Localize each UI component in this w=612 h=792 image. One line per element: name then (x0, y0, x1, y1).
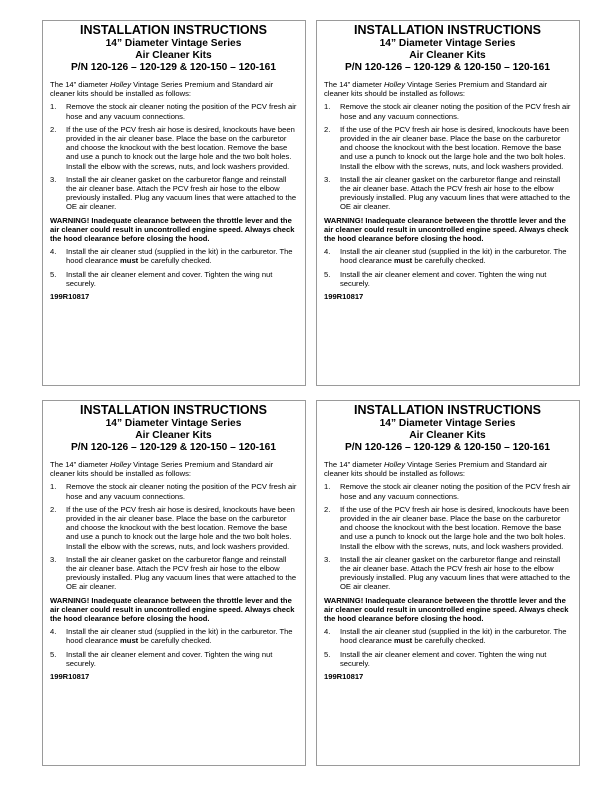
step-text (340, 247, 571, 265)
step-item (50, 175, 297, 212)
brand-name: Holley (383, 460, 406, 469)
step-item (50, 650, 297, 668)
card-subtitle: 14” Diameter Vintage Series (379, 38, 516, 49)
step-text-emphasis: must (394, 636, 413, 646)
intro-prefix: The 14” diameter (50, 80, 110, 89)
step-text-pre: Install the air cleaner stud (supplied in the kit) in the carburetor. The hood clearance (66, 247, 293, 266)
step-text-emphasis: must (394, 256, 413, 266)
step-number: 3. (324, 554, 331, 564)
steps-list-2 (50, 627, 297, 668)
brand-name: Holley (383, 80, 406, 89)
steps-list (324, 102, 571, 211)
step-item (50, 125, 297, 171)
intro-prefix: The 14” diameter (50, 460, 110, 469)
step-text: Install the air cleaner gasket on the carburetor flange and reinstall the air cleaner base. Attach the PCV fresh air hose to the elbow previously installed. Plug any vacuum lines that were attached to the OE air cleaner. (340, 174, 571, 212)
intro-suffix: Vintage Series Premium and Standard air cleaner kits should be installed as follows: (50, 460, 274, 479)
part-numbers: P/N 120-126 – 120-129 & 120-150 – 120-161 (70, 442, 277, 453)
part-numbers: P/N 120-126 – 120-129 & 120-150 – 120-161 (344, 442, 551, 453)
step-number: 2. (50, 124, 57, 134)
card-title: INSTALLATION INSTRUCTIONS (79, 23, 268, 37)
document-code: 199R10817 (50, 672, 90, 682)
step-text: Remove the stock air cleaner noting the position of the PCV fresh air hose and any vacuum connections. (340, 482, 571, 501)
step-text-post: be carefully checked. (412, 636, 486, 646)
card-title: INSTALLATION INSTRUCTIONS (353, 23, 542, 37)
intro-text (324, 460, 571, 478)
intro-text (324, 80, 571, 98)
step-text-post: be carefully checked. (138, 636, 212, 646)
instruction-card (316, 20, 580, 386)
step-text: Install the air cleaner element and cover. Tighten the wing nut securely. (66, 269, 273, 288)
card-subtitle-2: Air Cleaner Kits (409, 50, 486, 61)
step-item (324, 482, 571, 500)
steps-list-2 (324, 627, 571, 668)
step-text-post: be carefully checked. (138, 256, 212, 266)
step-number: 1. (50, 482, 57, 492)
warning-text: WARNING! Inadequate clearance between the throttle lever and the air cleaner could result in uncontrolled engine speed. Always check the hood clearance before closing the hood. (324, 595, 569, 624)
step-number: 4. (50, 247, 57, 257)
step-text: Remove the stock air cleaner noting the position of the PCV fresh air hose and any vacuum connections. (66, 482, 297, 501)
step-item (50, 102, 297, 120)
step-number: 1. (324, 482, 331, 492)
step-text (66, 247, 297, 265)
step-item (324, 102, 571, 120)
steps-list (324, 482, 571, 591)
step-text: Remove the stock air cleaner noting the position of the PCV fresh air hose and any vacuum connections. (66, 102, 297, 121)
step-item (324, 175, 571, 212)
step-number: 5. (324, 649, 331, 659)
instruction-card (42, 400, 306, 766)
document-code: 199R10817 (324, 672, 364, 682)
step-item (324, 505, 571, 551)
step-number: 2. (50, 504, 57, 514)
step-text: If the use of the PCV fresh air hose is desired, knockouts have been provided in the air cleaner base. Place the base on the carburetor and choose the knockout with the best location. Remove the base and use a punch to knock out the large hole and the two bolt holes. Install the elbow with the screws, nuts, and lock washers provided. (66, 504, 295, 551)
step-item (324, 270, 571, 288)
step-number: 5. (324, 269, 331, 279)
step-text: Install the air cleaner element and cover. Tighten the wing nut securely. (340, 269, 547, 288)
step-text: If the use of the PCV fresh air hose is desired, knockouts have been provided in the air cleaner base. Place the base on the carburetor and choose the knockout with the best location. Remove the base and use a punch to knock out the large hole and the two bolt holes. Install the elbow with the screws, nuts, and lock washers provided. (340, 504, 569, 551)
instruction-card (316, 400, 580, 766)
step-text (66, 627, 297, 645)
card-subtitle-2: Air Cleaner Kits (409, 430, 486, 441)
card-subtitle: 14” Diameter Vintage Series (379, 418, 516, 429)
step-item (324, 555, 571, 592)
step-number: 4. (324, 247, 331, 257)
card-subtitle: 14” Diameter Vintage Series (105, 418, 242, 429)
step-text: Install the air cleaner gasket on the carburetor flange and reinstall the air cleaner base. Attach the PCV fresh air hose to the elbow previously installed. Plug any vacuum lines that were attached to the OE air cleaner. (340, 554, 571, 592)
steps-list (50, 482, 297, 591)
step-number: 5. (50, 649, 57, 659)
step-text-pre: Install the air cleaner stud (supplied in the kit) in the carburetor. The hood clearance (66, 627, 293, 646)
step-item (50, 505, 297, 551)
step-item (50, 482, 297, 500)
step-text: Install the air cleaner element and cover. Tighten the wing nut securely. (340, 649, 547, 668)
step-text (340, 627, 571, 645)
step-number: 1. (50, 102, 57, 112)
step-text: If the use of the PCV fresh air hose is desired, knockouts have been provided in the air cleaner base. Place the base on the carburetor and choose the knockout with the best location. Remove the base and use a punch to knock out the large hole and the two bolt holes. Install the elbow with the screws, nuts, and lock washers provided. (66, 124, 295, 171)
part-numbers: P/N 120-126 – 120-129 & 120-150 – 120-161 (70, 62, 277, 73)
step-text: Install the air cleaner gasket on the carburetor flange and reinstall the air cleaner base. Attach the PCV fresh air hose to the elbow previously installed. Plug any vacuum lines that were attached to the OE air cleaner. (66, 554, 297, 592)
step-text-pre: Install the air cleaner stud (supplied in the kit) in the carburetor. The hood clearance (340, 247, 567, 266)
step-item (324, 650, 571, 668)
intro-prefix: The 14” diameter (324, 80, 384, 89)
intro-suffix: Vintage Series Premium and Standard air cleaner kits should be installed as follows: (324, 460, 548, 479)
step-number: 3. (50, 174, 57, 184)
step-number: 4. (324, 627, 331, 637)
step-item (324, 627, 571, 645)
step-item (50, 627, 297, 645)
card-title: INSTALLATION INSTRUCTIONS (79, 403, 268, 417)
step-number: 2. (324, 504, 331, 514)
step-item (50, 555, 297, 592)
intro-suffix: Vintage Series Premium and Standard air cleaner kits should be installed as follows: (50, 80, 274, 99)
brand-name: Holley (109, 460, 132, 469)
warning-text: WARNING! Inadequate clearance between the throttle lever and the air cleaner could result in uncontrolled engine speed. Always check the hood clearance before closing the hood. (50, 215, 295, 244)
steps-list-2 (324, 247, 571, 288)
step-text-post: be carefully checked. (412, 256, 486, 266)
step-number: 5. (50, 269, 57, 279)
warning-text: WARNING! Inadequate clearance between the throttle lever and the air cleaner could result in uncontrolled engine speed. Always check the hood clearance before closing the hood. (50, 595, 295, 624)
step-item (324, 247, 571, 265)
document-code: 199R10817 (50, 292, 90, 302)
step-number: 3. (50, 554, 57, 564)
step-text-pre: Install the air cleaner stud (supplied in the kit) in the carburetor. The hood clearance (340, 627, 567, 646)
step-number: 2. (324, 124, 331, 134)
step-number: 4. (50, 627, 57, 637)
instruction-card (42, 20, 306, 386)
step-number: 3. (324, 174, 331, 184)
card-subtitle-2: Air Cleaner Kits (135, 430, 212, 441)
step-text: Remove the stock air cleaner noting the position of the PCV fresh air hose and any vacuum connections. (340, 102, 571, 121)
step-text-emphasis: must (120, 256, 139, 266)
step-item (324, 125, 571, 171)
step-text: If the use of the PCV fresh air hose is desired, knockouts have been provided in the air cleaner base. Place the base on the carburetor and choose the knockout with the best location. Remove the base and use a punch to knock out the large hole and the two bolt holes. Install the elbow with the screws, nuts, and lock washers provided. (340, 124, 569, 171)
card-title: INSTALLATION INSTRUCTIONS (353, 403, 542, 417)
intro-text (50, 460, 297, 478)
step-item (50, 247, 297, 265)
intro-text (50, 80, 297, 98)
steps-list (50, 102, 297, 211)
step-item (50, 270, 297, 288)
intro-suffix: Vintage Series Premium and Standard air cleaner kits should be installed as follows: (324, 80, 548, 99)
warning-text: WARNING! Inadequate clearance between the throttle lever and the air cleaner could result in uncontrolled engine speed. Always check the hood clearance before closing the hood. (324, 215, 569, 244)
document-code: 199R10817 (324, 292, 364, 302)
step-text: Install the air cleaner element and cover. Tighten the wing nut securely. (66, 649, 273, 668)
step-number: 1. (324, 102, 331, 112)
step-text-emphasis: must (120, 636, 139, 646)
part-numbers: P/N 120-126 – 120-129 & 120-150 – 120-161 (344, 62, 551, 73)
card-subtitle: 14” Diameter Vintage Series (105, 38, 242, 49)
steps-list-2 (50, 247, 297, 288)
step-text: Install the air cleaner gasket on the carburetor flange and reinstall the air cleaner base. Attach the PCV fresh air hose to the elbow previously installed. Plug any vacuum lines that were attached to the OE air cleaner. (66, 174, 297, 212)
brand-name: Holley (109, 80, 132, 89)
intro-prefix: The 14” diameter (324, 460, 384, 469)
card-subtitle-2: Air Cleaner Kits (135, 50, 212, 61)
